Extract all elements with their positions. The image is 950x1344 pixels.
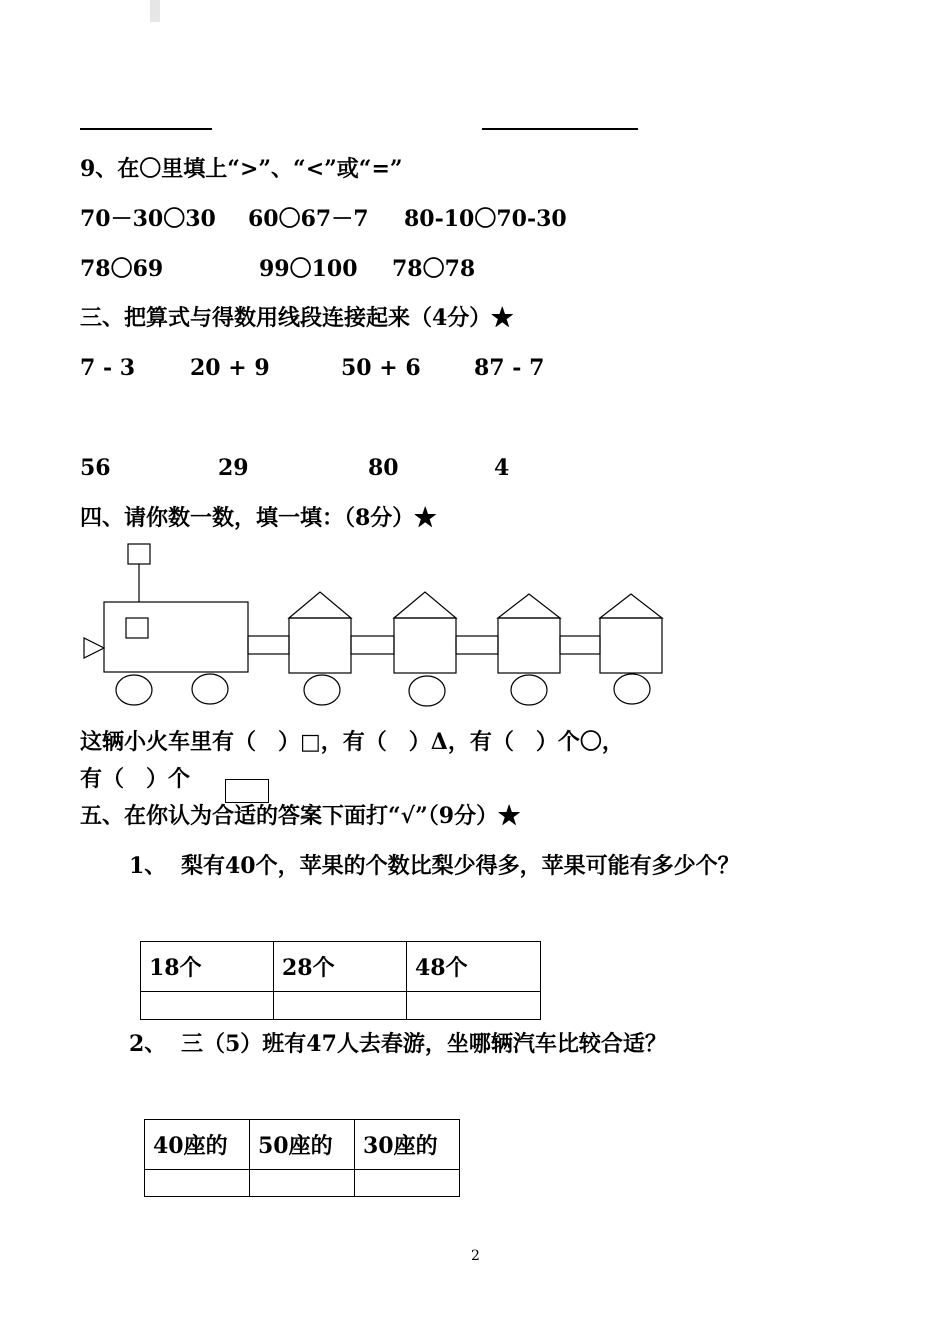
result: 4 bbox=[494, 455, 510, 481]
comparison-item: 99〇100 bbox=[259, 256, 358, 282]
locomotive-body bbox=[104, 602, 248, 672]
comparison-item: 78〇78 bbox=[392, 256, 476, 282]
option-cell: 28个 bbox=[274, 942, 407, 992]
page-number: 2 bbox=[471, 1248, 480, 1264]
wheel-circle bbox=[614, 674, 650, 704]
car-body bbox=[600, 618, 662, 673]
count-fill-line: 有（ ）个 bbox=[80, 766, 191, 792]
scan-mark bbox=[150, 0, 160, 22]
option-cell: 50座的 bbox=[250, 1120, 355, 1170]
rectangle-shape bbox=[225, 779, 269, 803]
count-fill-line: 这辆小火车里有（ ）□，有（ ）Δ，有（ ）个〇， bbox=[80, 729, 624, 755]
section5-title: 五、在你认为合适的答案下面打“√”（9分）★ bbox=[80, 803, 521, 829]
wheel-circle bbox=[304, 675, 340, 705]
expression: 7 - 3 bbox=[80, 355, 136, 381]
wheel-circle bbox=[192, 674, 228, 704]
car-body bbox=[498, 618, 560, 673]
answer-blank-line bbox=[80, 128, 212, 130]
result: 56 bbox=[80, 455, 111, 481]
wheel-circle bbox=[409, 676, 445, 706]
wheel-circle bbox=[116, 675, 152, 705]
section4-title: 四、请你数一数，填一填：（8分）★ bbox=[80, 505, 437, 531]
car-roof-triangle bbox=[289, 592, 351, 618]
q1-text: 梨有40个，苹果的个数比梨少得多，苹果可能有多少个？ bbox=[181, 853, 740, 879]
result: 29 bbox=[218, 455, 249, 481]
front-triangle bbox=[84, 638, 104, 658]
result: 80 bbox=[368, 455, 399, 481]
comparison-item: 80-10〇70-30 bbox=[404, 206, 567, 232]
car-roof-triangle bbox=[498, 594, 560, 618]
expression: 50 + 6 bbox=[341, 355, 421, 381]
check-cell[interactable] bbox=[141, 992, 274, 1020]
q1-number: 1、 bbox=[129, 853, 167, 879]
check-cell[interactable] bbox=[274, 992, 407, 1020]
connector bbox=[351, 636, 394, 654]
q1-answer-table bbox=[140, 941, 541, 1020]
window-square bbox=[126, 618, 148, 638]
connector bbox=[456, 636, 498, 654]
connector bbox=[560, 636, 600, 654]
option-cell: 48个 bbox=[407, 942, 541, 992]
expression: 20 + 9 bbox=[190, 355, 270, 381]
q2-answer-table bbox=[144, 1119, 460, 1197]
car-body bbox=[289, 618, 351, 673]
car-body bbox=[394, 618, 456, 673]
q2-number: 2、 bbox=[129, 1031, 167, 1057]
check-cell[interactable] bbox=[250, 1170, 355, 1197]
car-roof-triangle bbox=[600, 594, 662, 618]
car-roof-triangle bbox=[394, 592, 456, 618]
expression: 87 - 7 bbox=[474, 355, 545, 381]
option-cell: 30座的 bbox=[355, 1120, 460, 1170]
option-cell: 18个 bbox=[141, 942, 274, 992]
connector bbox=[248, 636, 289, 654]
check-cell[interactable] bbox=[145, 1170, 250, 1197]
check-cell[interactable] bbox=[355, 1170, 460, 1197]
comparison-item: 78〇69 bbox=[80, 256, 164, 282]
option-cell: 40座的 bbox=[145, 1120, 250, 1170]
comparison-item: 70－30〇30 bbox=[80, 206, 216, 232]
check-cell[interactable] bbox=[407, 992, 541, 1020]
wheel-circle bbox=[511, 675, 547, 705]
comparison-item: 60〇67－7 bbox=[248, 206, 369, 232]
section3-title: 三、把算式与得数用线段连接起来（4分）★ bbox=[80, 305, 514, 331]
q9-title: 9、在〇里填上“>”、“<”或“=” bbox=[80, 156, 403, 182]
q2-text: 三（5）班有47人去春游，坐哪辆汽车比较合适？ bbox=[181, 1031, 667, 1057]
answer-blank-line bbox=[482, 128, 638, 130]
chimney-square bbox=[128, 544, 150, 564]
